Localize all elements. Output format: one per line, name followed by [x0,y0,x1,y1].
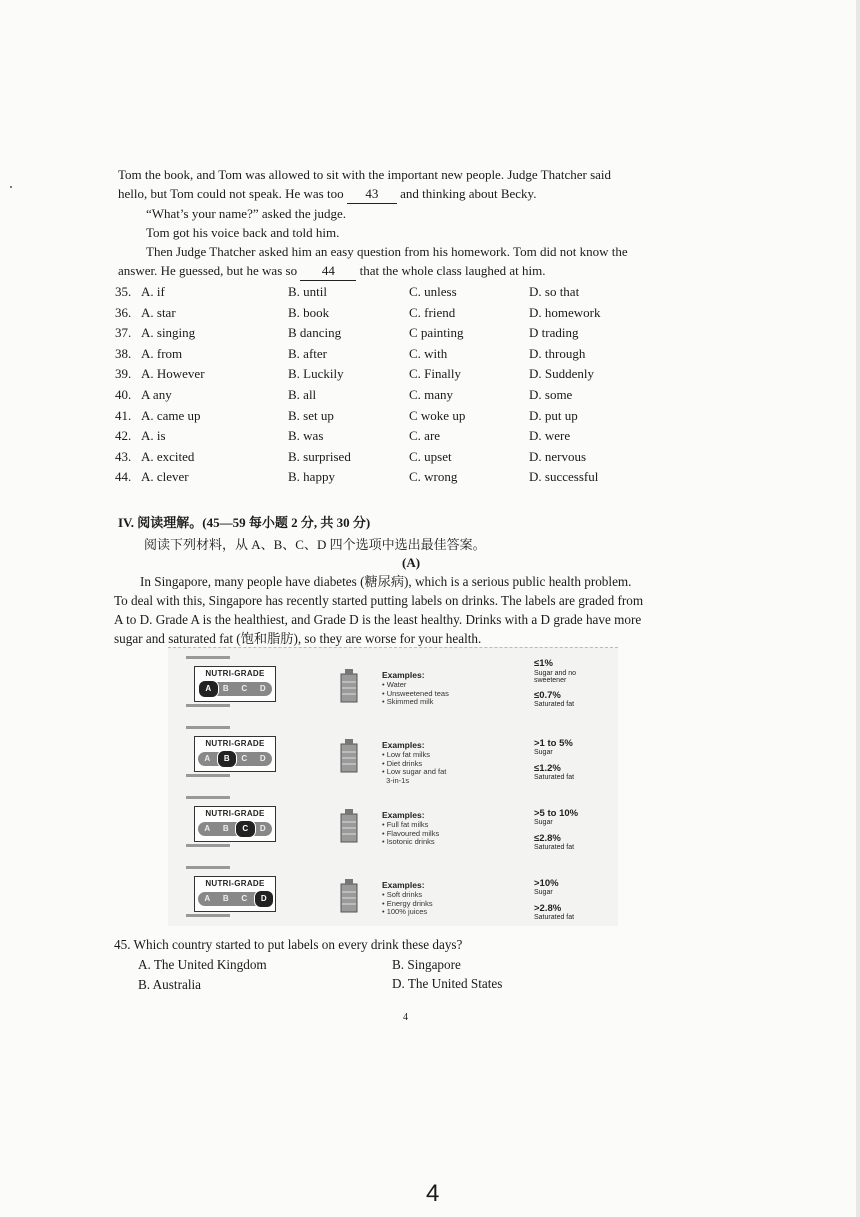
option-d: D. were [529,428,571,444]
option-row [115,325,635,345]
option-c: C. are [409,428,441,444]
badge-title: NUTRI-GRADE [205,809,265,818]
examples-list [382,751,446,785]
fat-label: Saturated fat [534,774,575,781]
option-number: 36. [115,304,132,320]
nutri-grade-row [168,794,618,860]
grade-b: B [217,750,238,768]
option-number: 44. [115,469,132,485]
nutri-grade-badge [194,876,276,912]
sugar-value: >10% [534,878,559,889]
badge-top-bar [186,866,230,869]
example-item: • Isotonic drinks [382,837,435,846]
story-text: and thinking about Becky. [396,186,537,201]
option-a: A. if [141,284,165,299]
fat-label: Saturated fat [534,844,575,851]
option-row [115,387,635,407]
option-row [115,469,635,489]
grade-a: A [204,754,211,763]
sugar-label: Sugar [534,889,553,896]
option-a: A any [141,387,172,402]
example-item: • Flavoured milks [382,828,440,838]
option-d: D. nervous [529,448,587,464]
story-text: that the whole class laughed at him. [356,263,546,278]
option-c: C. Finally [409,366,462,382]
fat-value: ≤2.8% [534,833,561,844]
story-line-2 [118,184,678,204]
option-b: B. Singapore [392,957,461,972]
option-number: 43. [115,448,132,464]
badge-title: NUTRI-GRADE [205,669,265,678]
drink-icon [338,878,360,914]
example-item: • Diet drinks [382,758,423,768]
badge-bottom-bar [186,704,230,707]
example-item: • Skimmed milk [382,697,434,706]
section-instruction: 阅读下列材料，从 A、B、C、D 四个选项中选出最佳答案。 [144,537,486,552]
option-b: B. happy [288,469,335,485]
examples-title: Examples: [382,810,425,820]
option-d: D. through [529,345,586,361]
drink-icon [338,668,360,704]
badge-top-bar [186,656,230,659]
sugar-value: >5 to 10% [534,808,579,819]
badge-grade-scale [198,682,272,696]
option-number: 42. [115,428,132,444]
passage-line: In Singapore, many people have diabetes (糖尿病), which is a serious public health problem. [140,574,632,589]
story-paragraph [118,165,678,281]
option-a: A. clever [141,469,189,485]
option-c: C woke up [409,407,466,423]
story-line-6 [118,261,678,281]
option-c: C. upset [409,448,452,464]
blank-43: 43 [347,184,397,204]
badge-title: NUTRI-GRADE [205,879,265,888]
story-line-3: “What’s your name?” asked the judge. [146,206,346,221]
fat-label: Saturated fat [534,914,575,921]
example-item: • Low sugar and fat [382,767,447,776]
option-d: D. The United States [392,976,503,991]
grade-b: B [222,824,229,833]
drink-icon [338,738,360,774]
option-b: B. after [288,345,327,361]
grade-b: B [222,894,229,903]
option-b: B. all [288,387,317,402]
option-a: A. from [141,345,183,361]
option-number: 40. [115,387,132,402]
fat-value: ≤1.2% [534,763,561,774]
story-line-5: Then Judge Thatcher asked him an easy question from his homework. Tom did not know the [146,244,628,259]
example-item: • Soft drinks [382,890,423,899]
badge-bottom-bar [186,914,230,917]
example-item: • Full fat milks [382,820,429,829]
option-a: A. star [141,304,176,320]
option-a: A. However [141,366,205,382]
option-d: D. so that [529,284,580,299]
nutri-grade-row [168,654,618,720]
grade-d: D [259,754,266,763]
story-text: hello, but Tom could not speak. He was too [118,186,347,201]
examples-list [382,681,449,707]
sugar-label: Sugar and no sweetener [534,670,577,684]
passage-label: (A) [402,555,421,570]
example-item: • 100% juices [382,907,428,916]
nutri-grade-badge [194,736,276,772]
examples-list [382,891,433,917]
grade-a: A [204,824,211,833]
blank-44: 44 [300,261,356,281]
option-a: A. came up [141,407,201,423]
examples-title: Examples: [382,670,425,680]
option-number: 41. [115,407,132,423]
page-number-small: 4 [403,1012,408,1023]
option-b: B. until [288,284,328,299]
option-a: A. singing [141,325,196,341]
scan-speck [10,186,12,188]
option-b: B. set up [288,407,334,423]
option-a: A. is [141,428,166,444]
sugar-label: Sugar [534,819,553,826]
sugar-value: ≤1% [534,658,553,669]
nutri-grade-row [168,724,618,790]
option-c: C. unless [409,284,457,299]
grade-b: B [222,684,229,693]
badge-grade-scale [198,892,272,906]
option-number: 37. [115,325,132,341]
drink-icon [338,808,360,844]
passage-line: To deal with this, Singapore has recently started putting labels on drinks. The labels are graded from [114,593,644,608]
passage-line: A to D. Grade A is the healthiest, and Grade D is the least healthy. Drinks with a D grade have more [114,612,642,627]
badge-title: NUTRI-GRADE [205,739,265,748]
passage-line: sugar and saturated fat (饱和脂肪), so they are worse for your health. [114,631,482,646]
example-item: • Energy drinks [382,898,433,908]
grade-a: A [198,680,219,698]
option-c: C. friend [409,304,456,320]
badge-grade-scale [198,822,272,836]
option-row [115,346,635,366]
option-a: A. The United Kingdom [138,957,267,972]
option-row [115,449,635,469]
scan-edge [856,0,860,1217]
option-d: D. Suddenly [529,366,594,382]
grade-c: C [241,684,248,693]
nutri-grade-badge [194,806,276,842]
option-c: C. with [409,345,448,361]
grade-d: D [254,890,275,908]
examples-title: Examples: [382,880,425,890]
option-c: C. many [409,387,454,402]
grade-d: D [259,824,266,833]
fat-value: >2.8% [534,903,562,914]
sugar-value: >1 to 5% [534,738,573,749]
option-row [115,366,635,386]
option-row [115,408,635,428]
examples-list [382,821,439,847]
option-row [115,305,635,325]
passage-text [114,572,694,648]
grade-a: A [204,894,211,903]
grade-c: C [241,754,248,763]
bottle-shape [338,878,360,914]
nutri-grade-chart [168,647,618,926]
option-b: B. Luckily [288,366,344,382]
option-c: C painting [409,325,464,341]
option-c: B. Australia [138,977,202,992]
option-a: A. excited [141,448,195,464]
badge-grade-scale [198,752,272,766]
examples-title: Examples: [382,740,425,750]
section-heading: IV. 阅读理解。(45—59 每小题 2 分, 共 30 分) [118,515,371,530]
badge-top-bar [186,796,230,799]
page-number-large: 4 [426,1180,440,1207]
badge-bottom-bar [186,844,230,847]
option-b: B. book [288,304,330,320]
option-b: B. was [288,428,324,444]
option-c: C. wrong [409,469,458,485]
option-d: D. put up [529,407,578,423]
fat-value: ≤0.7% [534,690,561,701]
option-d: D trading [529,325,579,341]
nutri-grade-badge [194,666,276,702]
example-item: • Low fat milks [382,750,431,759]
example-item: 3-in-1s [382,775,410,785]
question-45: 45. Which country started to put labels on every drink these days? [114,937,463,952]
nutri-grade-row [168,864,618,930]
option-d: D. successful [529,469,599,485]
story-line-1: Tom the book, and Tom was allowed to sit with the important new people. Judge Thatcher said [118,167,612,182]
option-number: 35. [115,284,132,299]
option-b: B dancing [288,325,342,341]
example-item: • Water [382,680,407,689]
bottle-shape [338,668,360,704]
option-number: 39. [115,366,132,382]
option-d: D. some [529,387,573,402]
grade-c: C [241,894,248,903]
badge-top-bar [186,726,230,729]
badge-bottom-bar [186,774,230,777]
grade-c: C [235,820,256,838]
sugar-label: Sugar [534,749,553,756]
bottle-shape [338,808,360,844]
option-number: 38. [115,345,132,361]
story-text: answer. He guessed, but he was so [118,263,301,278]
option-row [115,428,635,448]
example-item: • Unsweetened teas [382,688,449,698]
option-b: B. surprised [288,448,351,464]
grade-d: D [259,684,266,693]
option-row [115,284,635,304]
story-line-4: Tom got his voice back and told him. [146,225,340,240]
fat-label: Saturated fat [534,701,575,708]
option-d: D. homework [529,304,601,320]
bottle-shape [338,738,360,774]
